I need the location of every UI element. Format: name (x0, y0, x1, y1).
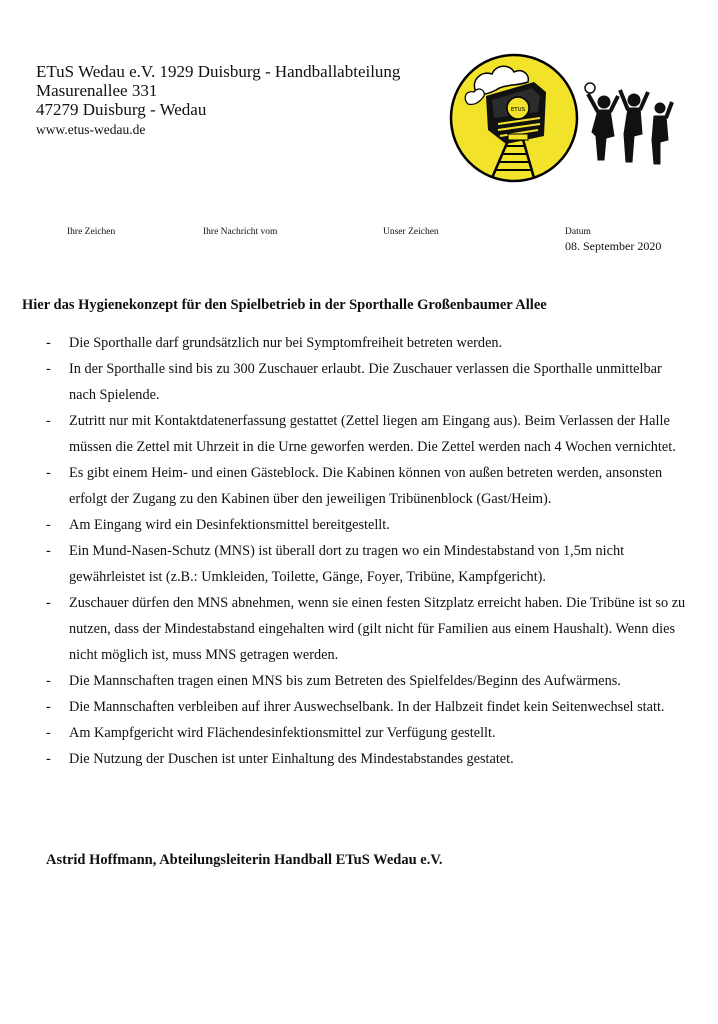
list-item (0, 668, 718, 694)
handball-icon (585, 83, 595, 93)
list-item (0, 460, 718, 512)
list-item (0, 408, 718, 460)
ref-unser-zeichen: Unser Zeichen (383, 227, 439, 237)
handball-players-icon (584, 80, 674, 170)
hygiene-rules-list (0, 330, 718, 772)
list-item (0, 512, 718, 538)
street-address: Masurenallee 331 (36, 81, 158, 100)
bullet-dash: - (46, 725, 51, 741)
ref-ihre-nachricht: Ihre Nachricht vom (203, 227, 278, 237)
list-item-text: Die Mannschaften tragen einen MNS bis zum Betreten des Spielfeldes/Beginn des Aufwärmens. (69, 673, 621, 689)
bullet-dash: - (46, 413, 51, 429)
list-item-text: Zutritt nur mit Kontaktdatenerfassung gestattet (Zettel liegen am Eingang aus). Beim Verlassen der Halle müssen die Zettel mit Uhrzeit in die Urne geworfen werden. Die Zettel werden nach 4 Wochen vernichtet. (69, 413, 676, 455)
bullet-dash: - (46, 751, 51, 767)
bullet-dash: - (46, 465, 51, 481)
bullet-dash: - (46, 361, 51, 377)
bullet-dash: - (46, 517, 51, 533)
bullet-dash: - (46, 543, 51, 559)
list-item-text: Ein Mund-Nasen-Schutz (MNS) ist überall dort zu tragen wo ein Mindestabstand von 1,5m nicht gewährleistet ist (z.B.: Umkleiden, Toilette, Gänge, Foyer, Tribüne, Kampfgericht). (69, 543, 625, 585)
list-item (0, 356, 718, 408)
list-item (0, 746, 718, 772)
list-item-text: Am Kampfgericht wird Flächendesinfektionsmittel zur Verfügung gestellt. (69, 725, 496, 741)
list-item-text: In der Sporthalle sind bis zu 300 Zuschauer erlaubt. Die Zuschauer verlassen die Sporthalle unmittelbar nach Spielende. (69, 361, 662, 403)
signature: Astrid Hoffmann, Abteilungsleiterin Handball ETuS Wedau e.V. (46, 852, 443, 868)
club-name: ETuS Wedau e.V. 1929 Duisburg - Handballabteilung (36, 62, 401, 81)
list-item-text: Am Eingang wird ein Desinfektionsmittel bereitgestellt. (69, 517, 390, 533)
list-item (0, 330, 718, 356)
bullet-dash: - (46, 335, 51, 351)
document-heading: Hier das Hygienekonzept für den Spielbetrieb in der Sporthalle Großenbaumer Allee (22, 297, 547, 313)
list-item-text: Die Mannschaften verbleiben auf ihrer Auswechselbank. In der Halbzeit findet kein Seitenwechsel statt. (69, 699, 665, 715)
list-item-text: Zuschauer dürfen den MNS abnehmen, wenn sie einen festen Sitzplatz erreicht haben. Die Tribüne ist so zu nutzen, dass der Mindestabstand eingehalten wird (gilt nicht für Familien aus einem Haushalt). Wenn dies nicht möglich ist, muss MNS getragen werden. (69, 595, 686, 663)
list-item (0, 720, 718, 746)
bullet-dash: - (46, 699, 51, 715)
list-item-text: Die Sporthalle darf grundsätzlich nur bei Symptomfreiheit betreten werden. (69, 335, 503, 351)
list-item-text: Es gibt einem Heim- und einen Gästeblock. Die Kabinen können von außen betreten werden, ansonsten erfolgt der Zugang zu den Kabinen über den jeweiligen Tribünenblock (Gast/Heim). (69, 465, 663, 507)
ref-datum-label: Datum (565, 227, 591, 237)
website-link[interactable]: www.etus-wedau.de (36, 122, 146, 137)
svg-text:ETUS: ETUS (510, 107, 526, 113)
city-address: 47279 Duisburg - Wedau (36, 100, 207, 119)
list-item (0, 538, 718, 590)
letterhead (36, 62, 400, 139)
club-logo-icon (448, 52, 580, 184)
bullet-dash: - (46, 673, 51, 689)
bullet-dash: - (46, 595, 51, 611)
ref-ihre-zeichen: Ihre Zeichen (67, 227, 116, 237)
list-item (0, 694, 718, 720)
list-item (0, 590, 718, 668)
date-value: 08. September 2020 (565, 239, 662, 253)
list-item-text: Die Nutzung der Duschen ist unter Einhaltung des Mindestabstandes gestatet. (69, 751, 514, 767)
